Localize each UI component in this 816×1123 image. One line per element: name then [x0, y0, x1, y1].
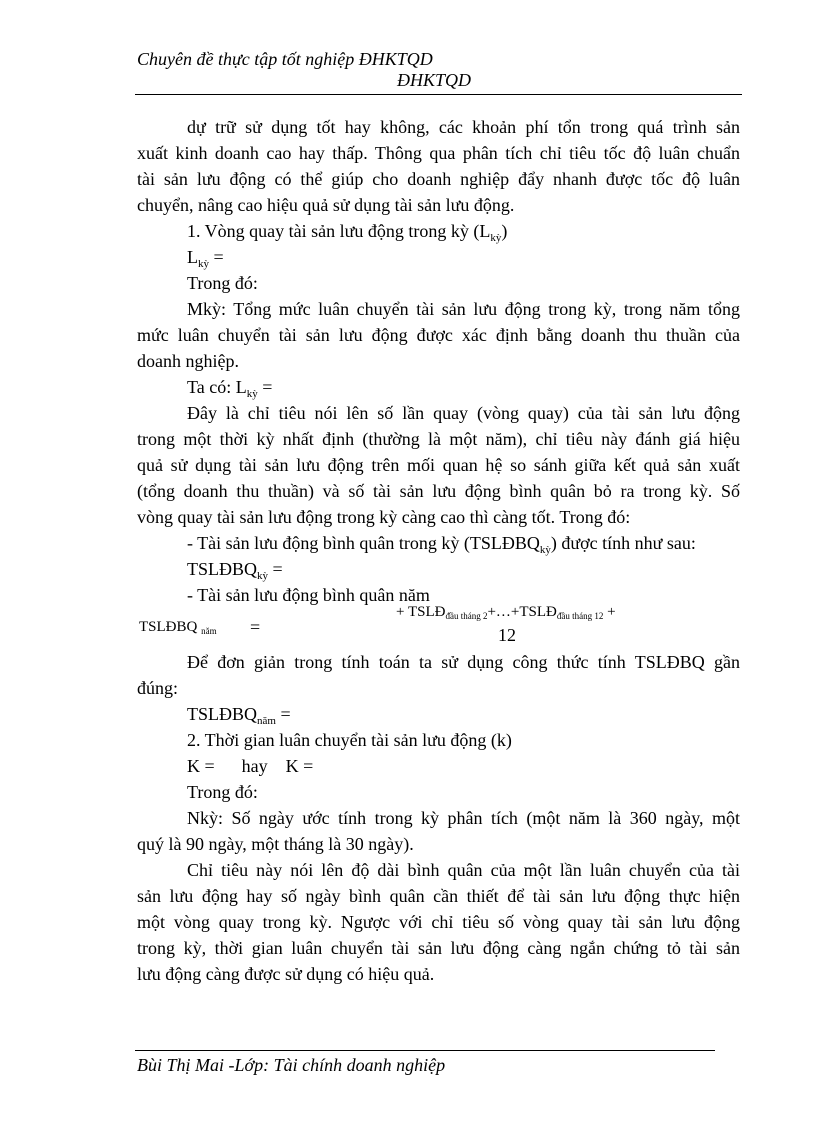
para1-line2: xuất kinh doanh cao hay thấp. Thông qua phân tích chỉ tiêu tốc độ luân chuẩn: [137, 143, 740, 163]
para2-line5: vòng quay tài sản lưu động trong kỳ càng cao thì càng tốt. Trong đó:: [137, 507, 631, 527]
item1-heading: 1. Vòng quay tài sản lưu động trong kỳ $(L_{kỳ})$: [187, 221, 508, 244]
footer-rule: [135, 1050, 715, 1051]
nky-line1: Nkỳ: Số ngày ước tính trong kỳ phân tích (một năm là 360 ngày, một: [187, 808, 740, 828]
k-formula: K = hay K =: [187, 756, 314, 776]
para2-line1: Đây là chỉ tiêu nói lên số lần quay (vòng quay) của tài sản lưu động: [187, 403, 740, 423]
para2-line3: quả sử dụng tài sản lưu động trên mối quan hệ so sánh giữa kết quả sản xuất: [137, 455, 740, 475]
formula-numerator: + $TSLĐ_{đầu tháng 2}+\dots+TSLĐ_{đầu tháng 12}$ +: [396, 604, 616, 621]
tsl-ky-formula: $TSLĐBQ_{kỳ}$ =: [187, 559, 283, 582]
header-title: Chuyên đề thực tập tốt nghiệp ĐHKTQD: [137, 49, 433, 69]
trong-do-2: Trong đó:: [187, 782, 258, 802]
mky-line3: doanh nghiệp.: [137, 351, 239, 371]
nky-line2: quý là 90 ngày, một tháng là 30 ngày).: [137, 834, 414, 854]
formula-equals: =: [250, 617, 261, 637]
header-rule: [135, 94, 742, 95]
para4-line3: một vòng quay trong kỳ. Ngược với chỉ tiêu số vòng quay tài sản lưu động: [137, 912, 740, 932]
bullet2: - Tài sản lưu động bình quân năm: [187, 585, 430, 605]
item2-heading: 2. Thời gian luân chuyển tài sản lưu động (k): [187, 730, 512, 750]
para3-line1: Để đơn giản trong tính toán ta sử dụng công thức tính TSLĐBQ gần: [187, 652, 740, 672]
para2-line4: (tổng doanh thu thuần) và số tài sản lưu động bình quân bỏ ra trong kỳ. Số: [137, 481, 740, 501]
para4-line2: sản lưu động hay số ngày bình quân cần thiết để tài sản lưu động thực hiện: [137, 886, 740, 906]
para1-line1: dự trữ sử dụng tốt hay không, các khoản phí tổn trong quá trình sản: [187, 117, 740, 137]
bullet1: - Tài sản lưu động bình quân trong kỳ $(TSLĐBQ_{kỳ})$ được tính như sau:: [187, 533, 696, 556]
tsl-nam-formula: $TSLĐBQ_{năm}$ =: [187, 704, 291, 727]
para2-line2: trong một thời kỳ nhất định (thường là một năm), chỉ tiêu này đánh giá hiệu: [137, 429, 740, 449]
para4-line4: trong kỳ, thời gian luân chuyển tài sản lưu động càng ngắn chứng tỏ tài sản: [137, 938, 740, 958]
para1-line3: tài sản lưu động có thể giúp cho doanh nghiệp đẩy nhanh được tốc độ luân: [137, 169, 740, 189]
footer-text: Bùi Thị Mai -Lớp: Tài chính doanh nghiệp: [137, 1055, 446, 1075]
para4-line5: lưu động càng được sử dụng có hiệu quả.: [137, 964, 435, 984]
mky-line2: mức luân chuyển tài sản lưu động được xác định bằng doanh thu thuần của: [137, 325, 740, 345]
para1-line4: chuyển, nâng cao hiệu quả sử dụng tài sản lưu động.: [137, 195, 515, 215]
taco-formula: Ta có: $L_{kỳ}$ =: [187, 377, 273, 400]
formula-lhs: TSLĐBQ $_{năm}$: [139, 619, 217, 636]
trong-do-1: Trong đó:: [187, 273, 258, 293]
formula-denominator: 12: [498, 625, 516, 645]
header-subtitle: ĐHKTQD: [397, 70, 472, 90]
para4-line1: Chỉ tiêu này nói lên độ dài bình quân của một lần luân chuyển của tài: [187, 860, 740, 880]
para3-line2: đúng:: [137, 678, 179, 698]
mky-line1: Mkỳ: Tổng mức luân chuyển tài sản lưu động trong kỳ, trong năm tổng: [187, 299, 740, 319]
lky-formula: $L_{kỳ}$ =: [187, 247, 224, 270]
